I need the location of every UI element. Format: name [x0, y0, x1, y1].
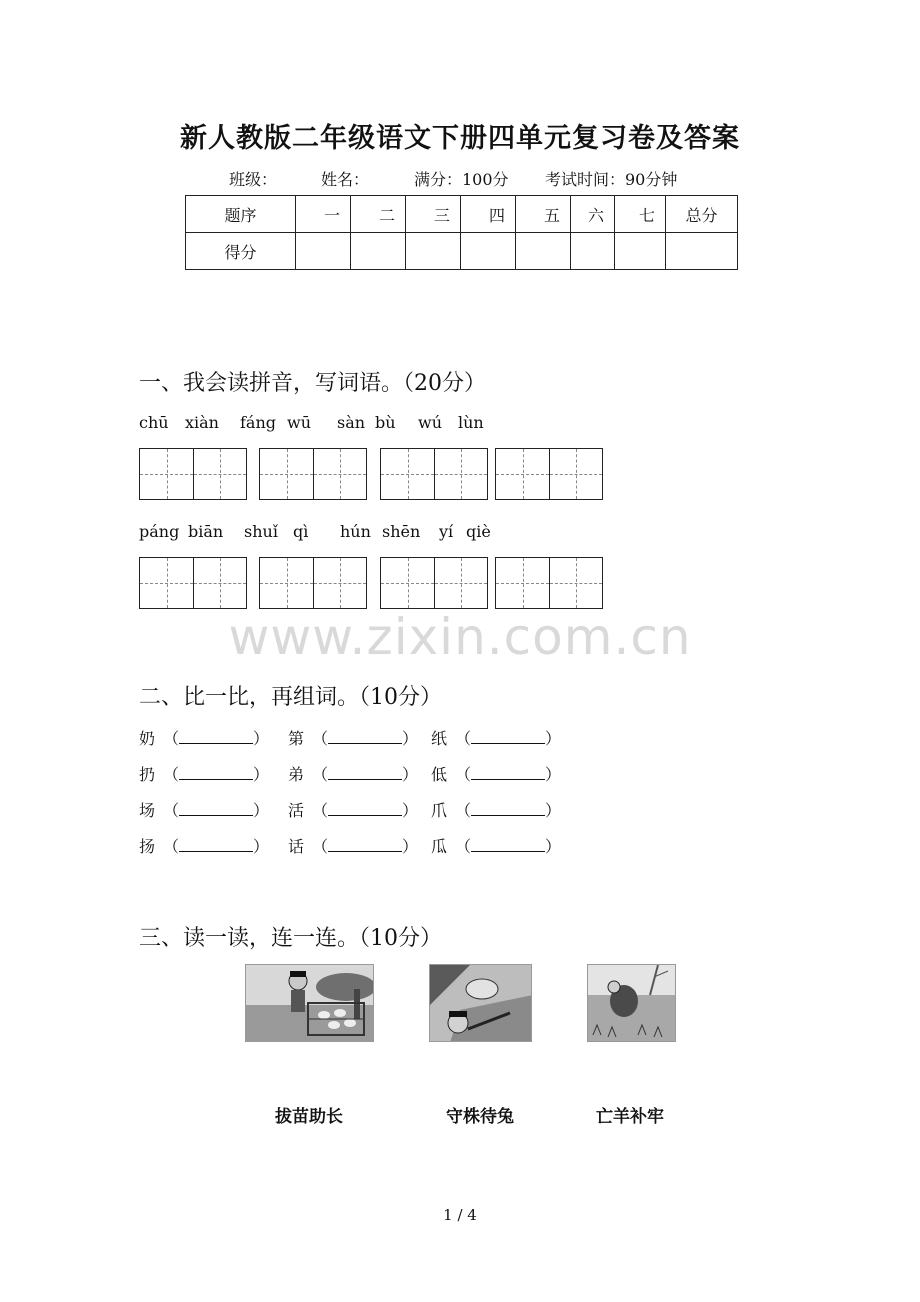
word-row: [288, 798, 418, 821]
word-row: [431, 762, 561, 785]
pinyin: lùn: [458, 413, 484, 432]
open-paren: （: [163, 801, 180, 820]
open-paren: （: [163, 765, 180, 784]
class-label: 班级：: [229, 170, 278, 189]
section2-heading: 二、比一比，再组词。（10分）: [139, 685, 442, 710]
char: 扬: [139, 837, 156, 856]
writing-grid[interactable]: [139, 557, 247, 609]
answer-blank[interactable]: [471, 801, 545, 816]
writing-grid[interactable]: [495, 557, 603, 609]
open-paren: （: [455, 801, 472, 820]
score-table-cell: 四: [461, 196, 516, 233]
score-table-cell: 题序: [186, 196, 296, 233]
answer-blank[interactable]: [328, 801, 402, 816]
pinyin: wū: [287, 413, 311, 432]
pinyin: qiè: [466, 522, 491, 541]
watermark: www.zixin.com.cn: [228, 608, 692, 666]
close-paren: ）: [253, 729, 270, 748]
close-paren: ）: [402, 837, 419, 856]
close-paren: ）: [402, 729, 419, 748]
writing-cell[interactable]: [140, 449, 193, 499]
word-row: [288, 762, 418, 785]
pinyin: shuǐ: [244, 522, 278, 541]
score-table-cell: 得分: [186, 233, 296, 270]
answer-blank[interactable]: [471, 837, 545, 852]
score-input-cell[interactable]: [666, 233, 738, 270]
close-paren: ）: [253, 801, 270, 820]
score-table-cell: 五: [516, 196, 571, 233]
score-input-cell[interactable]: [615, 233, 666, 270]
writing-cell[interactable]: [434, 558, 487, 608]
page-title: 新人教版二年级语文下册四单元复习卷及答案: [180, 123, 740, 154]
pinyin: sàn: [337, 413, 366, 432]
writing-grid[interactable]: [259, 557, 367, 609]
close-paren: ）: [253, 765, 270, 784]
writing-cell[interactable]: [434, 449, 487, 499]
exam-time: 考试时间：90分钟: [545, 170, 678, 189]
score-input-cell[interactable]: [406, 233, 461, 270]
char: 话: [288, 837, 305, 856]
idiom-label: 守株待兔: [446, 1107, 514, 1127]
close-paren: ）: [253, 837, 270, 856]
score-input-cell[interactable]: [351, 233, 406, 270]
writing-grid[interactable]: [380, 448, 488, 500]
writing-grid[interactable]: [495, 448, 603, 500]
open-paren: （: [163, 729, 180, 748]
close-paren: ）: [545, 801, 562, 820]
writing-cell[interactable]: [313, 558, 366, 608]
open-paren: （: [455, 729, 472, 748]
writing-cell[interactable]: [381, 558, 434, 608]
open-paren: （: [163, 837, 180, 856]
score-table-cell: 六: [571, 196, 615, 233]
section1-heading: 一、我会读拼音，写词语。（20分）: [139, 371, 486, 396]
char: 瓜: [431, 837, 448, 856]
answer-blank[interactable]: [471, 765, 545, 780]
full-score: 满分：100分: [414, 170, 509, 189]
score-input-cell[interactable]: [571, 233, 615, 270]
writing-cell[interactable]: [140, 558, 193, 608]
score-table-cell: 七: [615, 196, 666, 233]
answer-blank[interactable]: [328, 837, 402, 852]
writing-cell[interactable]: [260, 449, 313, 499]
score-input-cell[interactable]: [296, 233, 351, 270]
score-table-cell: 二: [351, 196, 406, 233]
writing-cell[interactable]: [381, 449, 434, 499]
writing-cell[interactable]: [549, 449, 602, 499]
answer-blank[interactable]: [179, 765, 253, 780]
score-table-cell: 三: [406, 196, 461, 233]
writing-cell[interactable]: [193, 558, 246, 608]
answer-blank[interactable]: [328, 765, 402, 780]
word-row: [288, 726, 418, 749]
pinyin: xiàn: [185, 413, 219, 432]
writing-cell[interactable]: [549, 558, 602, 608]
score-table-cell: 一: [296, 196, 351, 233]
pinyin: yí: [439, 522, 454, 541]
pinyin: páng: [139, 522, 180, 541]
score-table-cell: 总分: [666, 196, 738, 233]
pinyin: wú: [418, 413, 442, 432]
char: 扔: [139, 765, 156, 784]
open-paren: （: [312, 765, 329, 784]
writing-cell[interactable]: [496, 558, 549, 608]
section3-heading: 三、读一读，连一连。（10分）: [139, 926, 442, 951]
answer-blank[interactable]: [328, 729, 402, 744]
close-paren: ）: [545, 837, 562, 856]
open-paren: （: [312, 801, 329, 820]
writing-cell[interactable]: [496, 449, 549, 499]
tree-stump-picture[interactable]: [429, 964, 532, 1042]
writing-cell[interactable]: [313, 449, 366, 499]
char: 纸: [431, 729, 448, 748]
score-input-cell[interactable]: [461, 233, 516, 270]
word-row: [139, 834, 269, 857]
writing-grid[interactable]: [259, 448, 367, 500]
close-paren: ）: [545, 765, 562, 784]
word-row: [431, 834, 561, 857]
pinyin: fáng: [240, 413, 277, 432]
char: 活: [288, 801, 305, 820]
pinyin: shēn: [382, 522, 421, 541]
pinyin: biān: [188, 522, 224, 541]
pinyin: bù: [375, 413, 396, 432]
score-table-header-row: [186, 196, 738, 233]
pinyin: hún: [340, 522, 371, 541]
word-row: [431, 726, 561, 749]
open-paren: （: [312, 729, 329, 748]
page-number: 1 / 4: [443, 1206, 477, 1224]
score-input-cell[interactable]: [516, 233, 571, 270]
answer-blank[interactable]: [179, 729, 253, 744]
score-table: [185, 195, 738, 270]
writing-cell[interactable]: [260, 558, 313, 608]
answer-blank[interactable]: [179, 801, 253, 816]
open-paren: （: [312, 837, 329, 856]
pinyin: qì: [293, 522, 309, 541]
idiom-label: 拔苗助长: [275, 1107, 343, 1127]
idiom-label: 亡羊补牢: [596, 1107, 664, 1127]
pinyin: chū: [139, 413, 169, 432]
word-row: [139, 726, 269, 749]
word-row: [139, 798, 269, 821]
close-paren: ）: [402, 765, 419, 784]
char: 弟: [288, 765, 305, 784]
sheep-pen-picture[interactable]: [245, 964, 374, 1042]
open-paren: （: [455, 765, 472, 784]
char: 奶: [139, 729, 156, 748]
farmer-field-picture[interactable]: [587, 964, 676, 1042]
answer-blank[interactable]: [179, 837, 253, 852]
score-table-score-row: [186, 233, 738, 270]
word-row: [431, 798, 561, 821]
writing-grid[interactable]: [139, 448, 247, 500]
word-row: [288, 834, 418, 857]
writing-grid[interactable]: [380, 557, 488, 609]
char: 场: [139, 801, 156, 820]
char: 第: [288, 729, 305, 748]
close-paren: ）: [545, 729, 562, 748]
name-label: 姓名：: [321, 170, 370, 189]
char: 爪: [431, 801, 448, 820]
char: 低: [431, 765, 448, 784]
close-paren: ）: [402, 801, 419, 820]
open-paren: （: [455, 837, 472, 856]
word-row: [139, 762, 269, 785]
answer-blank[interactable]: [471, 729, 545, 744]
writing-cell[interactable]: [193, 449, 246, 499]
